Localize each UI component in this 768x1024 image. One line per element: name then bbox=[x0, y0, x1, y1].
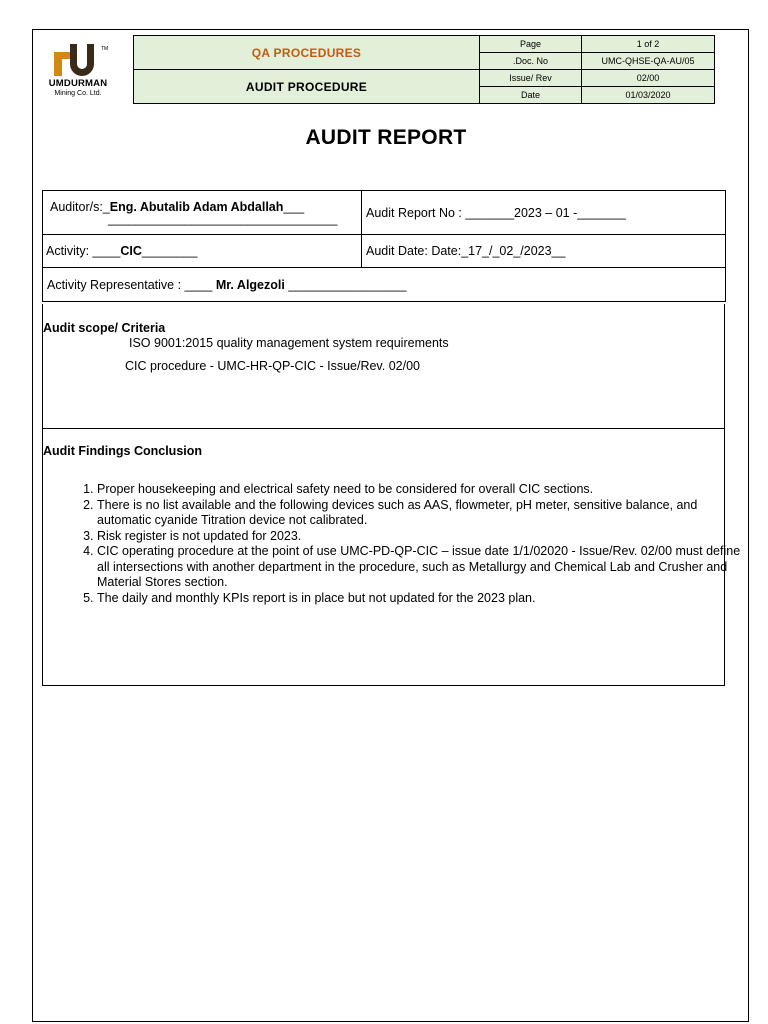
meta-value-issue-rev: 02/00 bbox=[582, 70, 715, 87]
activity-label: Activity: ____ bbox=[46, 244, 121, 258]
meta-label-issue-rev: Issue/ Rev bbox=[480, 70, 582, 87]
finding-item: 1. Proper housekeeping and electrical safety need to be considered for overall CIC sections. bbox=[97, 482, 747, 498]
logo-brand-name: UMDURMAN bbox=[48, 78, 108, 89]
scope-criteria-procedure: CIC procedure - UMC-HR-QP-CIC - Issue/Rev. 02/00 bbox=[125, 359, 420, 373]
activity-cell bbox=[43, 235, 362, 268]
meta-label-date: Date bbox=[480, 87, 582, 104]
meta-value-page: 1 of 2 bbox=[582, 36, 715, 53]
auditor-name: Eng. Abutalib Adam Abdallah bbox=[109, 199, 284, 214]
finding-item: 5. The daily and monthly KPIs report is in place but not updated for the 2023 plan. bbox=[97, 591, 747, 607]
activity-underline: ________ bbox=[141, 244, 198, 258]
audit-info-table bbox=[42, 190, 726, 302]
audit-scope-title: Audit scope/ Criteria bbox=[43, 321, 166, 335]
representative-underline: _________________ bbox=[284, 277, 407, 292]
finding-item: 2. There is no list available and the following devices such as AAS, flowmeter, pH meter, sensitive balance, and automatic cyanide Titration device not calibrated. bbox=[97, 498, 747, 529]
representative-label: Activity Representative : ____ bbox=[47, 277, 216, 292]
meta-value-date: 01/03/2020 bbox=[582, 87, 715, 104]
audit-date: Audit Date: Date:_17_/_02_/2023__ bbox=[366, 244, 566, 258]
company-logo bbox=[40, 40, 120, 102]
representative-cell bbox=[43, 268, 726, 302]
trademark-mark: TM bbox=[101, 46, 109, 52]
audit-date-cell bbox=[362, 235, 726, 268]
meta-label-page: Page bbox=[480, 36, 582, 53]
finding-item: 3. Risk register is not updated for 2023. bbox=[97, 529, 747, 545]
report-number-cell bbox=[362, 191, 726, 235]
qa-procedures-title: QA PROCEDURES bbox=[134, 36, 480, 70]
findings-list bbox=[63, 482, 747, 606]
finding-item: 4. CIC operating procedure at the point of use UMC-PD-QP-CIC – issue date 1/1/02020 - Issue/Rev. 02/00 must define all intersections with another department in the procedure, such as Metallurgy and Chemical Lab and Crusher and Material Stores section. bbox=[97, 544, 747, 591]
meta-label-doc-no: .Doc. No bbox=[480, 53, 582, 70]
auditor-label: Auditor/s:_ bbox=[50, 199, 110, 214]
report-number: Audit Report No : _______2023 – 01 -_______ bbox=[366, 205, 626, 220]
logo-subtitle: Mining Co. Ltd. bbox=[54, 90, 102, 97]
report-title: AUDIT REPORT bbox=[305, 126, 467, 149]
audit-scope-section bbox=[42, 304, 725, 429]
audit-findings-section bbox=[42, 428, 741, 686]
auditor-underline: ___ bbox=[283, 199, 305, 214]
auditor-blank-line: _________________________________ bbox=[108, 211, 338, 226]
scope-criteria-iso: ISO 9001:2015 quality management system requirements bbox=[129, 336, 449, 350]
meta-value-doc-no: UMC-QHSE-QA-AU/05 bbox=[582, 53, 715, 70]
auditor-cell bbox=[43, 191, 362, 235]
audit-findings-title: Audit Findings Conclusion bbox=[43, 444, 203, 458]
representative-name: Mr. Algezoli bbox=[215, 277, 285, 292]
document-header-table bbox=[133, 35, 715, 104]
audit-procedure-title: AUDIT PROCEDURE bbox=[134, 70, 480, 104]
umdurman-logo-icon bbox=[53, 40, 99, 78]
activity-value: CIC bbox=[120, 244, 142, 258]
